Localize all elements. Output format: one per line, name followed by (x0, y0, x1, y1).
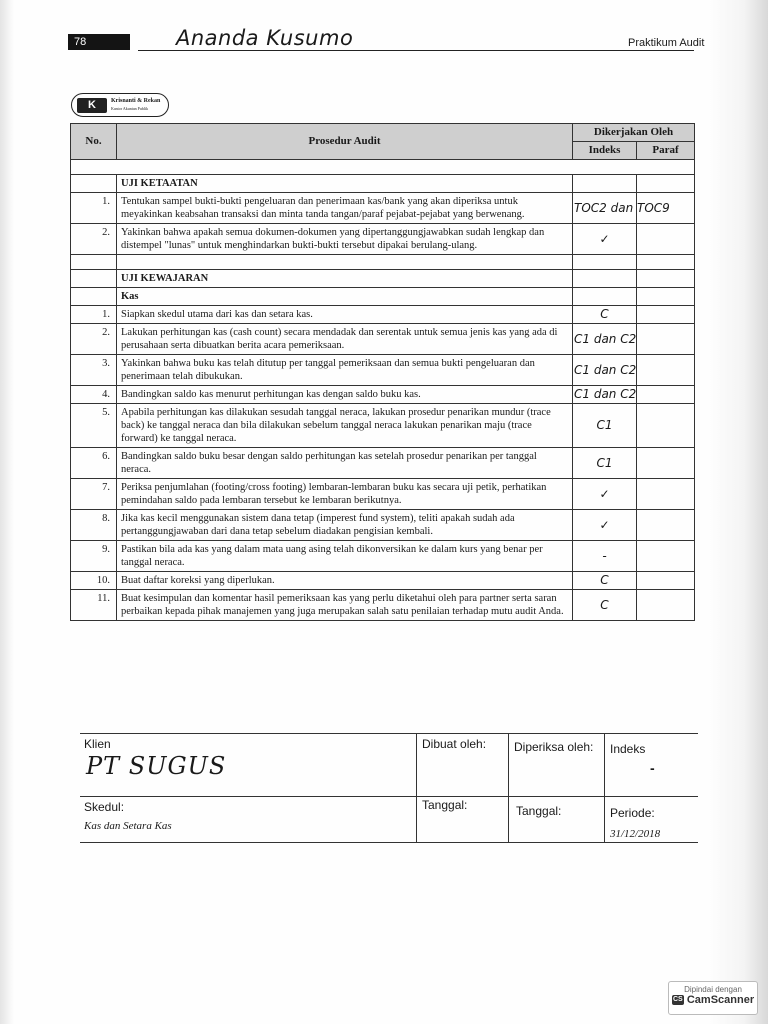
logo-text (111, 98, 160, 112)
procedure-text: Periksa penjumlahan (footing/cross footing) lembaran-lembaran buku kas secara uji petik, perhatikan pemindahan saldo pada lembaran tersebut ke lembaran berikutnya. (117, 479, 573, 510)
paraf-cell (637, 386, 695, 404)
header-index: Indeks (573, 142, 637, 160)
table-row (71, 355, 695, 386)
audit-procedure-table (70, 123, 695, 621)
procedure-text: Jika kas kecil menggunakan sistem dana tetap (imperest fund system), teliti apakah sudah ada pertanggungjawaban dari dana tetap sebelum diadakan pengisian kembali. (117, 510, 573, 541)
index-mark: ✓ (573, 224, 637, 255)
footer-divider (416, 734, 417, 842)
paraf-cell (637, 355, 695, 386)
row-number: 9. (71, 541, 117, 572)
client-label: Klien (84, 737, 111, 751)
watermark-line1: Dipindai dengan (684, 985, 742, 994)
schedule-value: Kas dan Setara Kas (84, 820, 172, 832)
logo-mark: K (77, 98, 107, 113)
running-title: Praktikum Audit (628, 37, 705, 49)
footer-divider (604, 734, 605, 842)
index-mark: ✓ (573, 510, 637, 541)
table-row (71, 541, 695, 572)
table-row (71, 572, 695, 590)
footer-divider (508, 734, 509, 842)
procedure-text: Tentukan sampel bukti-bukti pengeluaran dan penerimaan kas/bank yang akan diperiksa untuk meyakinkan keabsahan transaksi dan minta tanda tangan/paraf pejabat-pejabat yang berwenang. (117, 193, 573, 224)
paraf-cell (637, 324, 695, 355)
table-row (71, 193, 695, 224)
header-no: No. (71, 124, 117, 160)
logo-name: Krisnanti & Rekan (111, 98, 161, 104)
camscanner-watermark (668, 981, 758, 1015)
section-title-fairness: UJI KEWAJARAN (117, 270, 573, 288)
table-row (71, 479, 695, 510)
date-label-prepared: Tanggal: (422, 798, 468, 812)
blank-row (71, 255, 695, 270)
row-number: 7. (71, 479, 117, 510)
procedure-text: Bandingkan saldo buku besar dengan saldo perhitungan kas setelah prosedur penarikan per tanggal neraca. (117, 448, 573, 479)
procedure-text: Siapkan skedul utama dari kas dan setara kas. (117, 306, 573, 324)
row-number: 6. (71, 448, 117, 479)
header-procedure: Prosedur Audit (117, 124, 573, 160)
row-number: 4. (71, 386, 117, 404)
index-mark: C (573, 590, 637, 621)
table-row (71, 324, 695, 355)
index-mark: C (573, 306, 637, 324)
table-row (71, 386, 695, 404)
row-number: 3. (71, 355, 117, 386)
procedure-text: Apabila perhitungan kas dilakukan sesudah tanggal neraca, lakukan prosedur penarikan mundur (trace back) ke tanggal neraca dan bila dilakukan sebelum tanggal neraca lakukan penarikan maju (trace forward) ke tanggal neraca. (117, 404, 573, 448)
watermark-line2: CamScanner (686, 994, 755, 1006)
camscanner-icon: CS (672, 996, 683, 1003)
header-rule (138, 50, 694, 51)
index-mark: C1 dan C2 (573, 355, 637, 386)
procedure-text: Buat daftar koreksi yang diperlukan. (117, 572, 573, 590)
row-number: 1. (71, 306, 117, 324)
paraf-cell (637, 590, 695, 621)
table-row (71, 306, 695, 324)
index-mark: C1 (573, 448, 637, 479)
prepared-by-label: Dibuat oleh: (422, 737, 487, 751)
audit-procedure-table-wrap (70, 123, 694, 621)
footer-divider (80, 796, 698, 797)
firm-logo (71, 93, 169, 117)
index-value: - (650, 760, 655, 776)
section-row (71, 270, 695, 288)
page-number: 78 (68, 34, 130, 50)
index-mark: - (573, 541, 637, 572)
handwritten-name: Ananda Kusumo (176, 26, 354, 50)
period-value: 31/12/2018 (610, 828, 661, 840)
header-paraf: Paraf (637, 142, 695, 160)
procedure-text: Lakukan perhitungan kas (cash count) secara mendadak dan serentak untuk semua jenis kas yang ada di perusahaan serta dibuatkan berita acara pemeriksaan. (117, 324, 573, 355)
paraf-cell (637, 404, 695, 448)
table-row (71, 510, 695, 541)
period-label: Periode: (610, 806, 655, 820)
index-mark: ✓ (573, 479, 637, 510)
procedure-text: Yakinkan bahwa buku kas telah ditutup per tanggal pemeriksaan dan semua bukti pengeluaran dan penerimaan telah dibukukan. (117, 355, 573, 386)
schedule-label: Skedul: (84, 800, 125, 814)
header-done-by: Dikerjakan Oleh (573, 124, 695, 142)
table-row (71, 590, 695, 621)
index-mark: C1 dan C2 (573, 324, 637, 355)
watermark-line2-wrap (669, 994, 757, 1006)
procedure-text: Bandingkan saldo kas menurut perhitungan kas dengan saldo buku kas. (117, 386, 573, 404)
index-mark: C1 (573, 404, 637, 448)
section-row (71, 175, 695, 193)
date-label-reviewed: Tanggal: (516, 804, 562, 818)
table-row (71, 224, 695, 255)
procedure-text: Buat kesimpulan dan komentar hasil pemeriksaan kas yang perlu diketahui oleh para partner serta saran perbaikan kepada pihak manajemen yang juga merupakan salah satu penilaian terhadap mutu audit Anda. (117, 590, 573, 621)
logo-subtitle: Kantor Akuntan Publik (111, 106, 149, 111)
subsection-title-cash: Kas (117, 288, 573, 306)
index-mark: TOC2 dan TOC9 (573, 193, 637, 224)
blank-row (71, 160, 695, 175)
table-row (71, 404, 695, 448)
index-mark: C1 dan C2 (573, 386, 637, 404)
paraf-cell (637, 572, 695, 590)
row-number: 1. (71, 193, 117, 224)
reviewed-by-label: Diperiksa oleh: (514, 740, 594, 754)
section-title-compliance: UJI KETAATAN (117, 175, 573, 193)
paraf-cell (637, 510, 695, 541)
paraf-cell (637, 306, 695, 324)
paraf-cell (637, 479, 695, 510)
paraf-cell (637, 541, 695, 572)
row-number: 5. (71, 404, 117, 448)
subsection-row (71, 288, 695, 306)
row-number: 2. (71, 224, 117, 255)
index-label: Indeks (610, 742, 646, 756)
row-number: 11. (71, 590, 117, 621)
row-number: 8. (71, 510, 117, 541)
client-value: PT SUGUS (86, 752, 227, 780)
table-row (71, 448, 695, 479)
index-mark: C (573, 572, 637, 590)
procedure-text: Pastikan bila ada kas yang dalam mata uang asing telah dikonversikan ke dalam kurs yang benar per tanggal neraca. (117, 541, 573, 572)
paraf-cell (637, 448, 695, 479)
procedure-text: Yakinkan bahwa apakah semua dokumen-dokumen yang dipertanggungjawabkan sudah lengkap dan distempel "lunas" untuk menghindarkan bukti-bukti tersebut dipakai berulang-ulang. (117, 224, 573, 255)
paraf-cell (637, 224, 695, 255)
workpaper-footer (80, 733, 698, 843)
row-number: 2. (71, 324, 117, 355)
row-number: 10. (71, 572, 117, 590)
